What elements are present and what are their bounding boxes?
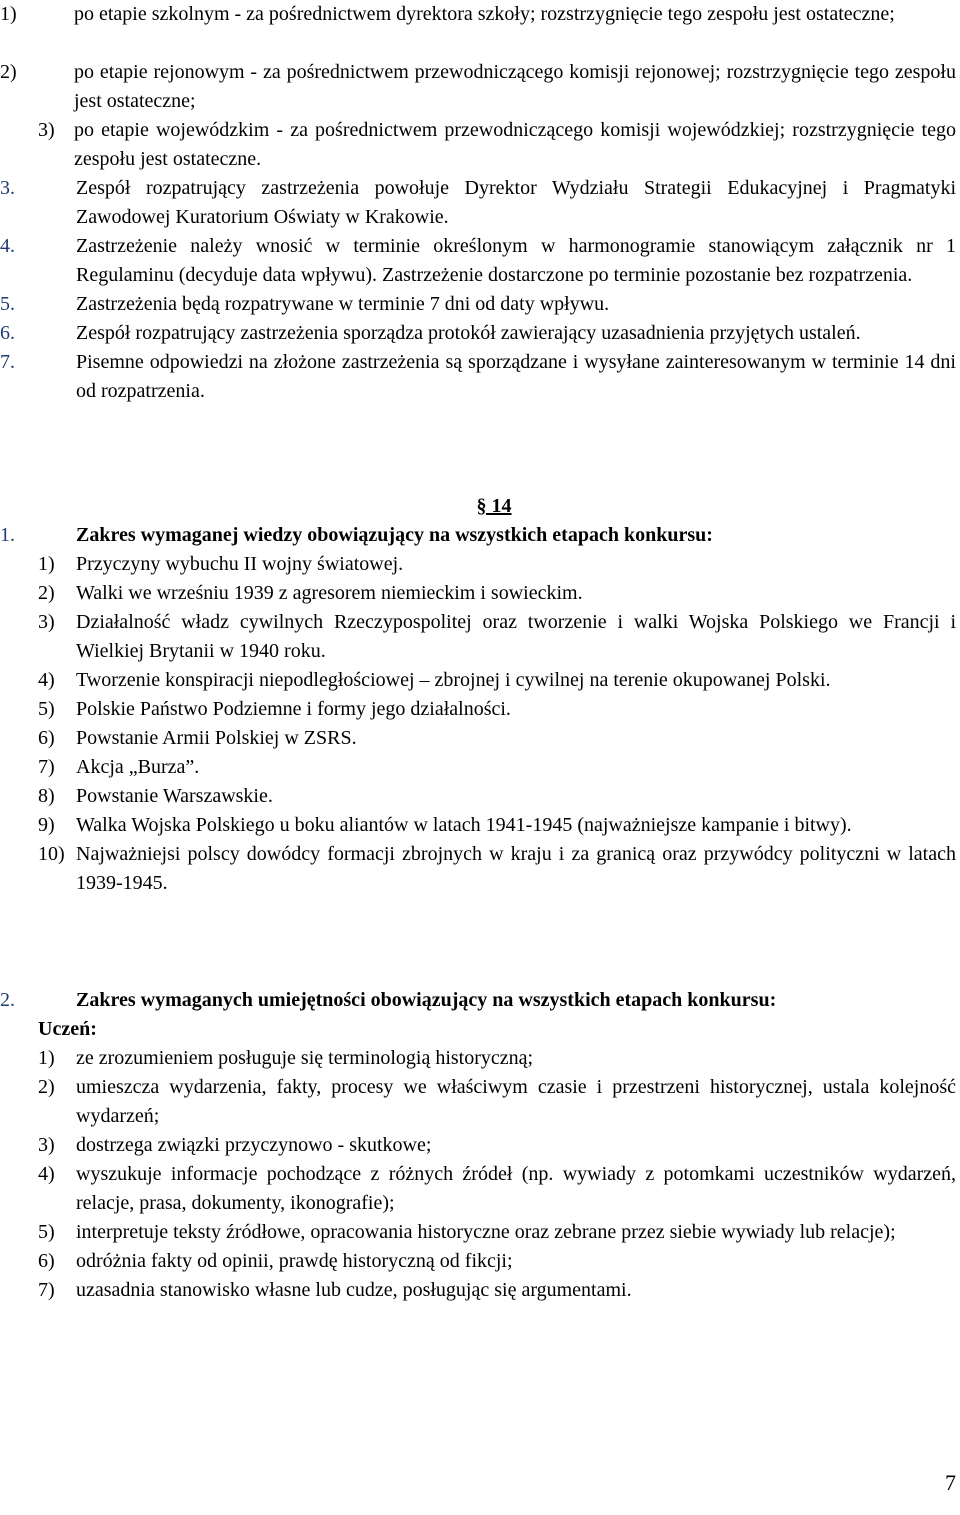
- list-text: umieszcza wydarzenia, fakty, procesy we właściwym czasie i przestrzeni historycznej, ustala kolejność wydarzeń;: [76, 1076, 956, 1127]
- page-number: 7: [945, 1470, 956, 1495]
- list-item: [0, 0, 956, 58]
- list-number: 7): [38, 1279, 55, 1301]
- point-item: [0, 290, 956, 319]
- list-number: 9): [38, 814, 55, 836]
- point-text: Zespół rozpatrujący zastrzeżenia powołuje Dyrektor Wydziału Strategii Edukacyjnej i Pragmatyki Zawodowej Kuratorium Oświaty w Krakowie.: [76, 177, 956, 228]
- list-number: 2): [38, 582, 55, 604]
- list-text: Przyczyny wybuchu II wojny światowej.: [76, 553, 404, 575]
- list-number: 8): [38, 785, 55, 807]
- list-number: 1): [38, 553, 55, 575]
- list-item: [38, 782, 956, 811]
- section-number: 2.: [0, 989, 15, 1011]
- section-heading-text: Zakres wymaganej wiedzy obowiązujący na wszystkich etapach konkursu:: [76, 524, 713, 546]
- list-item: [38, 579, 956, 608]
- section-heading: [0, 986, 956, 1015]
- section-number: 1.: [0, 524, 15, 546]
- list-text: interpretuje teksty źródłowe, opracowania historyczne oraz zebrane przez siebie wywiady lub relacje);: [76, 1221, 896, 1243]
- list-text: po etapie rejonowym - za pośrednictwem przewodniczącego komisji rejonowej; rozstrzygnięcie tego zespołu jest ostateczne;: [74, 61, 956, 112]
- point-text: Zespół rozpatrujący zastrzeżenia sporządza protokół zawierający uzasadnienia przyjętych ustaleń.: [76, 322, 861, 344]
- list-text: Działalność władz cywilnych Rzeczypospolitej oraz tworzenie i walki Wojska Polskiego we Francji i Wielkiej Brytanii w 1940 roku.: [76, 611, 956, 662]
- list-item: [0, 58, 956, 116]
- point-number: 5.: [0, 293, 15, 315]
- list-number: 2): [38, 1076, 55, 1098]
- list-item: [38, 1276, 956, 1305]
- list-item: [38, 724, 956, 753]
- point-item: [0, 174, 956, 232]
- point-item: [0, 319, 956, 348]
- list-text: Polskie Państwo Podziemne i formy jego działalności.: [76, 698, 511, 720]
- list-item: [38, 550, 956, 579]
- list-text: dostrzega związki przyczynowo - skutkowe;: [76, 1134, 432, 1156]
- list-item: [38, 811, 956, 840]
- point-number: 7.: [0, 351, 15, 373]
- list-item: [38, 1218, 956, 1247]
- list-item: [38, 116, 956, 174]
- list-number: 3): [38, 119, 55, 141]
- list-number: 6): [38, 727, 55, 749]
- list-item: [38, 695, 956, 724]
- list-item: [38, 1044, 956, 1073]
- list-number: 2): [0, 61, 17, 83]
- list-number: 6): [38, 1250, 55, 1272]
- list-number: 10): [38, 843, 65, 865]
- list-text: Akcja „Burza”.: [76, 756, 200, 778]
- section-marker: § 14: [476, 495, 512, 517]
- list-number: 4): [38, 669, 55, 691]
- list-item: [38, 666, 956, 695]
- skills-section: [0, 986, 956, 1305]
- list-number: 1): [38, 1047, 55, 1069]
- point-item: [0, 348, 956, 406]
- list-number: 3): [38, 1134, 55, 1156]
- list-text: odróżnia fakty od opinii, prawdę historyczną od fikcji;: [76, 1250, 513, 1272]
- list-number: 5): [38, 1221, 55, 1243]
- list-text: Powstanie Armii Polskiej w ZSRS.: [76, 727, 357, 749]
- list-text: Walki we wrześniu 1939 z agresorem niemieckim i sowieckim.: [76, 582, 583, 604]
- numbered-points: [0, 174, 956, 406]
- list-item: [38, 1131, 956, 1160]
- point-text: Zastrzeżenie należy wnosić w terminie określonym w harmonogramie stanowiącym załącznik nr 1 Regulaminu (decyduje data wpływu). Zastrzeżenie dostarczone po terminie pozostanie bez rozpatrzenia.: [76, 235, 956, 286]
- section-subheading: [38, 1015, 956, 1044]
- list-number: 7): [38, 756, 55, 778]
- list-text: Walka Wojska Polskiego u boku aliantów w latach 1941-1945 (najważniejsze kampanie i bitwy).: [76, 814, 852, 836]
- point-number: 4.: [0, 235, 15, 257]
- point-text: Pisemne odpowiedzi na złożone zastrzeżenia są sporządzane i wysyłane zainteresowanym w terminie 14 dni od rozpatrzenia.: [76, 351, 956, 402]
- list-text: po etapie wojewódzkim - za pośrednictwem przewodniczącego komisji wojewódzkiej; rozstrzygnięcie tego zespołu jest ostateczne.: [74, 119, 956, 170]
- list-item: [38, 1247, 956, 1276]
- list-text: Powstanie Warszawskie.: [76, 785, 273, 807]
- subheading-text: Uczeń:: [38, 1018, 97, 1040]
- list-text: wyszukuje informacje pochodzące z różnych źródeł (np. wywiady z potomkami uczestników wydarzeń, relacje, prasa, dokumenty, ikonografie);: [76, 1163, 956, 1214]
- list-item: [38, 753, 956, 782]
- list-text: Najważniejsi polscy dowódcy formacji zbrojnych w kraju i za granicą oraz przywódcy polityczni w latach 1939-1945.: [76, 843, 956, 894]
- list-item: [38, 1160, 956, 1218]
- point-text: Zastrzeżenia będą rozpatrywane w terminie 7 dni od daty wpływu.: [76, 293, 610, 315]
- point-number: 3.: [0, 177, 15, 199]
- point-item: [0, 232, 956, 290]
- list-number: 3): [38, 611, 55, 633]
- point-number: 6.: [0, 322, 15, 344]
- list-number: 5): [38, 698, 55, 720]
- list-number: 1): [0, 3, 17, 25]
- appeal-stages-list: [0, 0, 956, 174]
- list-text: po etapie szkolnym - za pośrednictwem dyrektora szkoły; rozstrzygnięcie tego zespołu jest ostateczne;: [74, 3, 895, 25]
- list-number: 4): [38, 1163, 55, 1185]
- list-text: uzasadnia stanowisko własne lub cudze, posługując się argumentami.: [76, 1279, 632, 1301]
- section-heading: [0, 521, 956, 550]
- list-item: [38, 1073, 956, 1131]
- list-text: ze zrozumieniem posługuje się terminologią historyczną;: [76, 1047, 534, 1069]
- knowledge-section: [0, 521, 956, 898]
- section-heading-text: Zakres wymaganych umiejętności obowiązujący na wszystkich etapach konkursu:: [76, 989, 777, 1011]
- list-item: [38, 608, 956, 666]
- list-item: [38, 840, 956, 898]
- list-text: Tworzenie konspiracji niepodległościowej – zbrojnej i cywilnej na terenie okupowanej Polski.: [76, 669, 831, 691]
